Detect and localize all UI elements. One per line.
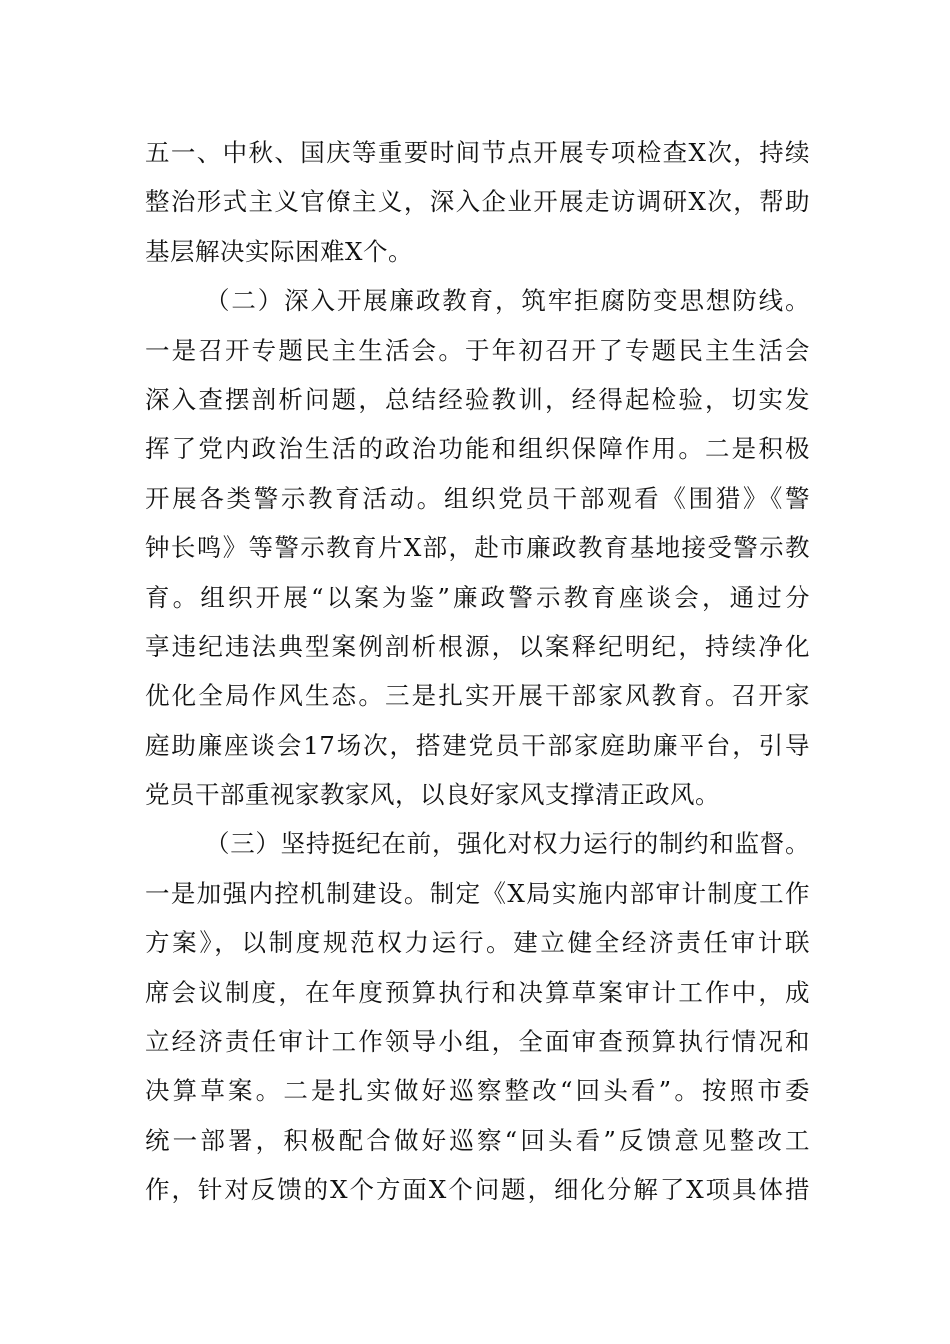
- section-heading: （二）深入开展廉政教育，筑牢拒腐防变思想防线。: [205, 286, 810, 316]
- text-line: 方案》，以制度规范权力运行。建立健全经济责任审计联: [145, 928, 810, 958]
- text-line: 席会议制度，在年度预算执行和决算草案审计工作中，成: [145, 977, 810, 1007]
- text-line: 整治形式主义官僚主义，深入企业开展走访调研X次，帮助: [145, 187, 810, 217]
- text-line: 作，针对反馈的X个方面X个问题，细化分解了X项具体措: [145, 1175, 810, 1205]
- text-line: 决算草案。二是扎实做好巡察整改“回头看”。按照市委: [145, 1076, 810, 1106]
- document-body: [145, 128, 810, 1215]
- text-line: 五一、中秋、国庆等重要时间节点开展专项检查X次，持续: [145, 138, 810, 167]
- text-line: 一是召开专题民主生活会。于年初召开了专题民主生活会: [145, 335, 810, 365]
- text-line: 钟长鸣》等警示教育片X部，赴市廉政教育基地接受警示教: [145, 533, 810, 563]
- text-line: 优化全局作风生态。三是扎实开展干部家风教育。召开家: [145, 681, 810, 711]
- text-line: 党员干部重视家教家风，以良好家风支撑清正政风。: [145, 780, 720, 810]
- text-line: 挥了党内政治生活的政治功能和组织保障作用。二是积极: [145, 434, 810, 464]
- text-line: 深入查摆剖析问题，总结经验教训，经得起检验，切实发: [145, 384, 810, 414]
- section-heading: （三）坚持挺纪在前，强化对权力运行的制约和监督。: [205, 829, 810, 859]
- text-line: 育。组织开展“以案为鉴”廉政警示教育座谈会，通过分: [145, 582, 810, 612]
- text-line: 基层解决实际困难X个。: [145, 236, 413, 266]
- text-line: 开展各类警示教育活动。组织党员干部观看《围猎》《警: [145, 483, 810, 513]
- text-line: 一是加强内控机制建设。制定《X局实施内部审计制度工作: [145, 878, 810, 908]
- text-line: 立经济责任审计工作领导小组，全面审查预算执行情况和: [145, 1027, 810, 1057]
- text-line: 统一部署，积极配合做好巡察“回头看”反馈意见整改工: [145, 1125, 810, 1155]
- text-line: 庭助廉座谈会17场次，搭建党员干部家庭助廉平台，引导: [145, 730, 810, 760]
- text-line: 享违纪违法典型案例剖析根源，以案释纪明纪，持续净化: [145, 631, 810, 661]
